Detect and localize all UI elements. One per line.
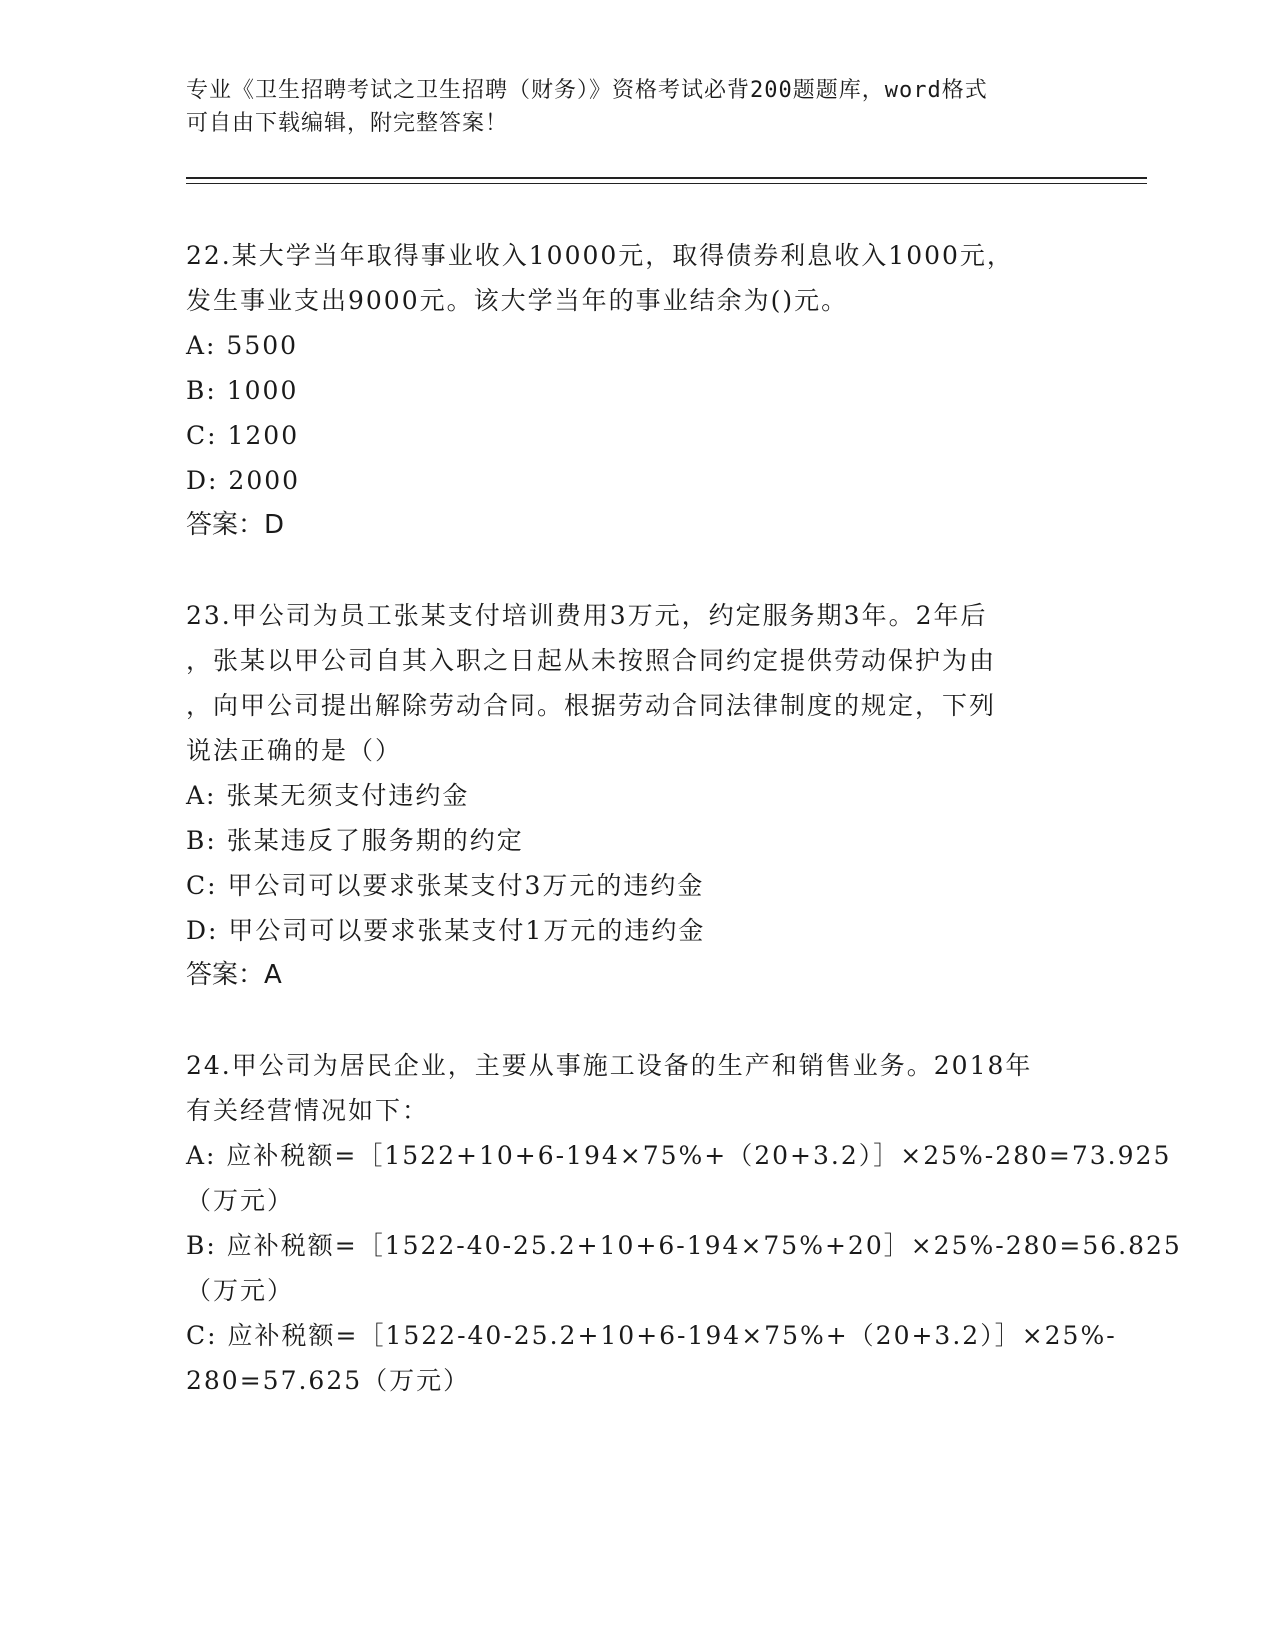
- option-c: C: 应补税额=［1522-40-25.2+10+6-194×75%+（20+3.2）］×25%-: [186, 1321, 1117, 1350]
- question-23: [186, 593, 1086, 998]
- question-stem-line: 22.某大学当年取得事业收入10000元，取得债券利息收入1000元，: [186, 241, 1014, 270]
- answer-label: 答案：A: [186, 960, 282, 990]
- question-stem-line: 23.甲公司为员工张某支付培训费用3万元，约定服务期3年。2年后: [186, 601, 988, 630]
- header-divider-thick: [186, 177, 1147, 179]
- question-stem-line: ，向甲公司提出解除劳动合同。根据劳动合同法律制度的规定，下列: [186, 691, 997, 720]
- question-list: [186, 233, 1182, 1448]
- option-c-continued: 280=57.625（万元）: [186, 1366, 471, 1395]
- question-stem-line: 说法正确的是（）: [186, 736, 403, 765]
- question-stem-line: 发生事业支出9000元。该大学当年的事业结余为()元。: [186, 286, 849, 315]
- option-b: B: 应补税额=［1522-40-25.2+10+6-194×75%+20］×25%-280=56.825: [186, 1231, 1182, 1260]
- header-line-1: 专业《卫生招聘考试之卫生招聘（财务）》资格考试必背200题题库，word格式: [186, 78, 988, 103]
- answer-label: 答案：D: [186, 510, 285, 540]
- question-stem-line: 有关经营情况如下：: [186, 1096, 430, 1125]
- question-stem-line: 24.甲公司为居民企业，主要从事施工设备的生产和销售业务。2018年: [186, 1051, 1033, 1080]
- option-b-continued: （万元）: [186, 1276, 295, 1305]
- question-stem-line: ，张某以甲公司自其入职之日起从未按照合同约定提供劳动保护为由: [186, 646, 997, 675]
- option-a-continued: （万元）: [186, 1186, 295, 1215]
- option-c: C: 1200: [186, 421, 300, 450]
- option-b: B: 张某违反了服务期的约定: [186, 826, 524, 855]
- header-divider-thin: [186, 183, 1147, 184]
- document-header: [186, 74, 1066, 140]
- option-b: B: 1000: [186, 376, 299, 405]
- question-22: [186, 233, 1086, 548]
- option-a: A: 张某无须支付违约金: [186, 781, 470, 810]
- option-d: D: 甲公司可以要求张某支付1万元的违约金: [186, 916, 706, 945]
- option-a: A: 应补税额=［1522+10+6-194×75%+（20+3.2）］×25%-280=73.925: [186, 1141, 1172, 1170]
- header-line-2: 可自由下载编辑，附完整答案！: [186, 111, 509, 136]
- question-24: [186, 1043, 1182, 1403]
- option-a: A: 5500: [186, 331, 299, 360]
- option-c: C: 甲公司可以要求张某支付3万元的违约金: [186, 871, 705, 900]
- option-d: D: 2000: [186, 466, 301, 495]
